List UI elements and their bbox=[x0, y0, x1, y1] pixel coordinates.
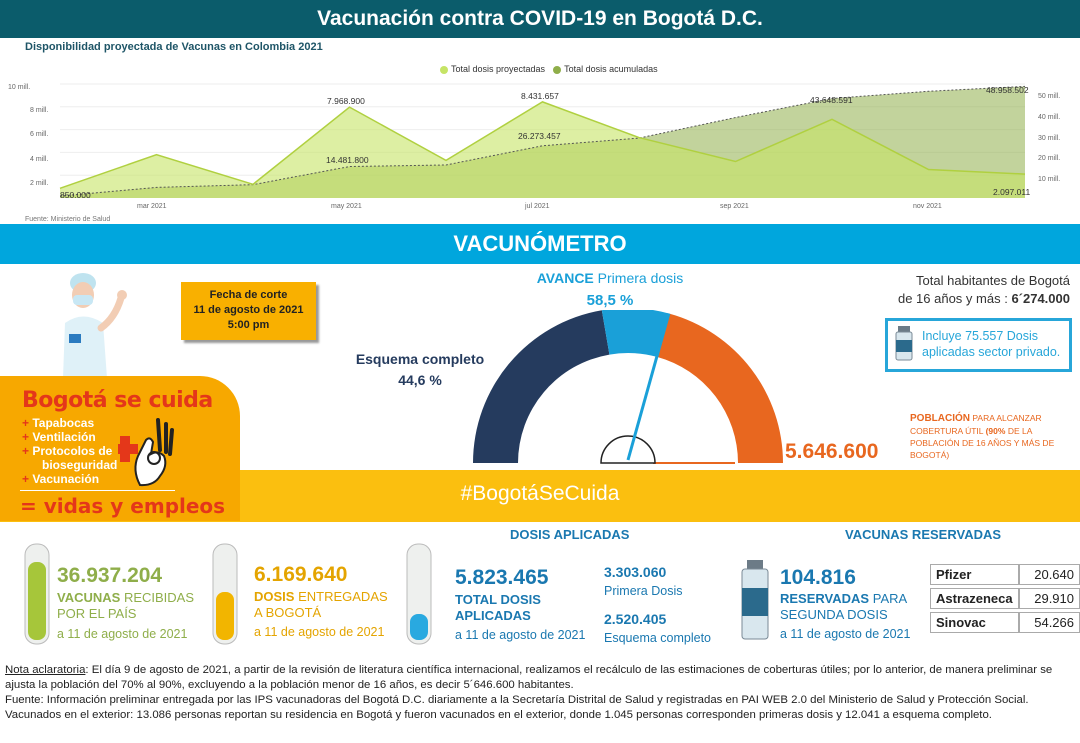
vaccine-vial-icon bbox=[893, 326, 915, 362]
legend-label: Total dosis proyectadas bbox=[451, 64, 546, 74]
vacuna-value: 20.640 bbox=[1019, 564, 1080, 585]
x-tick: mar 2021 bbox=[137, 203, 167, 210]
dosis-aplicadas-desc: TOTAL DOSIS APLICADAS bbox=[455, 592, 541, 623]
x-tick: may 2021 bbox=[331, 203, 362, 210]
y-tick-left: 4 mill. bbox=[30, 156, 49, 163]
note-exterior: Vacunados en el exterior: 13.086 personas reportan su residencia en Bogotá y fueron vacunados en el exterior, donde 1.045 personas corresponden primeras dosis y 12.041 a esquema completo. bbox=[5, 709, 992, 721]
note-fuente: Fuente: Información preliminar entregada por las IPS vacunadoras del Bogotá D.C. diariamente a la Secretaría Distrital de Salud y registradas en PAI WEB 2.0 del Ministerio de Salud y Protección Social. bbox=[5, 694, 1029, 706]
vaccination-gauge bbox=[470, 310, 790, 470]
hashtag-text: #BogotáSeCuida bbox=[460, 482, 620, 505]
footnotes bbox=[5, 663, 1075, 723]
nurse-illustration bbox=[55, 268, 135, 378]
vacunometro-title: VACUNÓMETRO bbox=[0, 224, 1080, 264]
table-row bbox=[930, 612, 1080, 633]
ok-hand-icon bbox=[118, 410, 178, 490]
campaign-item: + Ventilación bbox=[22, 430, 96, 444]
data-label: 7.968.900 bbox=[327, 96, 365, 106]
blue-tube-icon bbox=[404, 542, 434, 652]
y-tick-right: 20 mill. bbox=[1038, 155, 1061, 162]
vacunas-reservadas-heading: VACUNAS RESERVADAS bbox=[845, 527, 1002, 542]
green-tube-icon bbox=[22, 542, 52, 652]
gauge-segment-restante bbox=[657, 313, 783, 463]
avance-value: 58,5 % bbox=[586, 292, 634, 309]
y-tick-right: 10 mill. bbox=[1038, 176, 1061, 183]
avance-label-rest: Primera dosis bbox=[597, 270, 684, 286]
campaign-item: + Vacunación bbox=[22, 472, 100, 486]
dosis-entregadas-desc: DOSIS ENTREGADAS A BOGOTÁ bbox=[254, 589, 388, 620]
esquema-completo-value: 2.520.405 bbox=[604, 611, 667, 627]
vacuna-name: Astrazeneca bbox=[930, 588, 1019, 609]
campaign-divider bbox=[20, 490, 175, 491]
campaign-item: bioseguridad bbox=[42, 458, 118, 472]
vacunas-recibidas-value: 36.937.204 bbox=[57, 564, 163, 587]
cutoff-time: 5:00 pm bbox=[227, 319, 270, 331]
poblacion-description: POBLACIÓN PARA ALCANZAR COBERTURA ÚTIL (90% DE LA POBLACIÓN DE 16 AÑOS Y MÁS DE BOGOTÁ) bbox=[910, 413, 1055, 460]
note-aclaratoria: Nota aclaratoria: El día 9 de agosto de 2021, a partir de la revisión de literatura científica internacional, realizamos el recálculo de las estimaciones de coberturas útiles; por lo anterior, de manera preliminar se ajusta la población del 70% al 90%, excluyendo a la población menor de 16 años, es decir 5´646.600 habitantes. bbox=[5, 664, 1053, 691]
esquema-value: 44,6 % bbox=[398, 372, 442, 388]
total-habitantes-line2: de 16 años y más : bbox=[897, 291, 1008, 306]
vacuna-name: Sinovac bbox=[930, 612, 1019, 633]
yellow-tube-icon bbox=[210, 542, 240, 652]
data-label: 14.481.800 bbox=[326, 155, 369, 165]
campaign-item: + Tapabocas bbox=[22, 416, 95, 430]
dosis-entregadas-date: a 11 de agosto de 2021 bbox=[254, 625, 385, 639]
data-label: 8.431.657 bbox=[521, 91, 559, 101]
reservadas-desc: RESERVADAS PARA SEGUNDA DOSIS bbox=[780, 591, 908, 622]
chart-panel bbox=[0, 38, 1080, 224]
cutoff-date-box bbox=[181, 282, 316, 340]
data-label: 2.097.011 bbox=[993, 187, 1031, 197]
campaign-title: Bogotá se cuida bbox=[22, 388, 213, 413]
data-label: 26.273.457 bbox=[518, 131, 561, 141]
total-habitantes bbox=[880, 272, 1070, 308]
y-tick-left: 6 mill. bbox=[30, 131, 49, 138]
total-habitantes-value: 6´274.000 bbox=[1011, 291, 1070, 306]
private-sector-text: Incluye 75.557 Dosis aplicadas sector privado. bbox=[922, 329, 1061, 359]
x-tick: nov 2021 bbox=[913, 203, 942, 210]
cutoff-label: Fecha de corte bbox=[209, 289, 288, 301]
y-tick-right: 40 mill. bbox=[1038, 114, 1061, 121]
vacuna-name: Pfizer bbox=[930, 564, 1019, 585]
y-tick-right: 30 mill. bbox=[1038, 135, 1061, 142]
data-label: 850.000 bbox=[60, 190, 91, 200]
y-tick-right: 50 mill. bbox=[1038, 93, 1061, 100]
total-habitantes-line1: Total habitantes de Bogotá bbox=[916, 273, 1070, 288]
gauge-segment-completo bbox=[473, 310, 609, 463]
campaign-slogan: = vidas y empleos bbox=[20, 494, 226, 518]
cutoff-date: 11 de agosto de 2021 bbox=[193, 304, 304, 316]
dosis-aplicadas-value: 5.823.465 bbox=[455, 566, 549, 589]
primera-dosis-label: Primera Dosis bbox=[604, 584, 683, 598]
y-tick-left: 2 mill. bbox=[30, 180, 49, 187]
vacunas-recibidas-desc: VACUNAS RECIBIDAS POR EL PAÍS bbox=[57, 590, 195, 621]
table-row bbox=[930, 588, 1080, 609]
vaccine-vial-icon bbox=[738, 560, 772, 640]
esquema-completo-label: Esquema completo bbox=[604, 631, 712, 645]
dosis-aplicadas-heading: DOSIS APLICADAS bbox=[510, 527, 630, 542]
y-tick-left: 8 mill. bbox=[30, 107, 49, 114]
vacunas-recibidas-date: a 11 de agosto de 2021 bbox=[57, 627, 188, 641]
campaign-item: + Protocolos de bbox=[22, 444, 113, 458]
dosis-aplicadas-date: a 11 de agosto de 2021 bbox=[455, 628, 586, 642]
chart-title: Disponibilidad proyectada de Vacunas en Colombia 2021 bbox=[25, 41, 323, 53]
chart-source: Fuente: Ministerio de Salud bbox=[25, 216, 111, 223]
table-row bbox=[930, 564, 1080, 585]
vacunas-table bbox=[930, 561, 1080, 636]
x-tick: jul 2021 bbox=[525, 203, 550, 210]
x-tick: sep 2021 bbox=[720, 203, 749, 210]
area-chart bbox=[0, 38, 1080, 224]
dosis-entregadas-value: 6.169.640 bbox=[254, 563, 348, 586]
reservadas-date: a 11 de agosto de 2021 bbox=[780, 627, 911, 641]
avance-label-bold: AVANCE bbox=[536, 270, 594, 286]
reservadas-value: 104.816 bbox=[780, 566, 856, 589]
poblacion-target-number: 5.646.600 bbox=[785, 440, 879, 463]
avance-label bbox=[500, 270, 720, 286]
primera-dosis-value: 3.303.060 bbox=[604, 564, 667, 580]
esquema-label-text: Esquema completo bbox=[355, 351, 485, 367]
data-label: 43.648.591 bbox=[810, 95, 853, 105]
data-label: 48.958.502 bbox=[986, 85, 1029, 95]
y-tick-left: 10 mill. bbox=[8, 84, 31, 91]
campaign-list bbox=[22, 416, 117, 486]
page-title: Vacunación contra COVID-19 en Bogotá D.C. bbox=[0, 0, 1080, 38]
legend-label: Total dosis acumuladas bbox=[564, 64, 658, 74]
vacuna-value: 29.910 bbox=[1019, 588, 1080, 609]
vacuna-value: 54.266 bbox=[1019, 612, 1080, 633]
